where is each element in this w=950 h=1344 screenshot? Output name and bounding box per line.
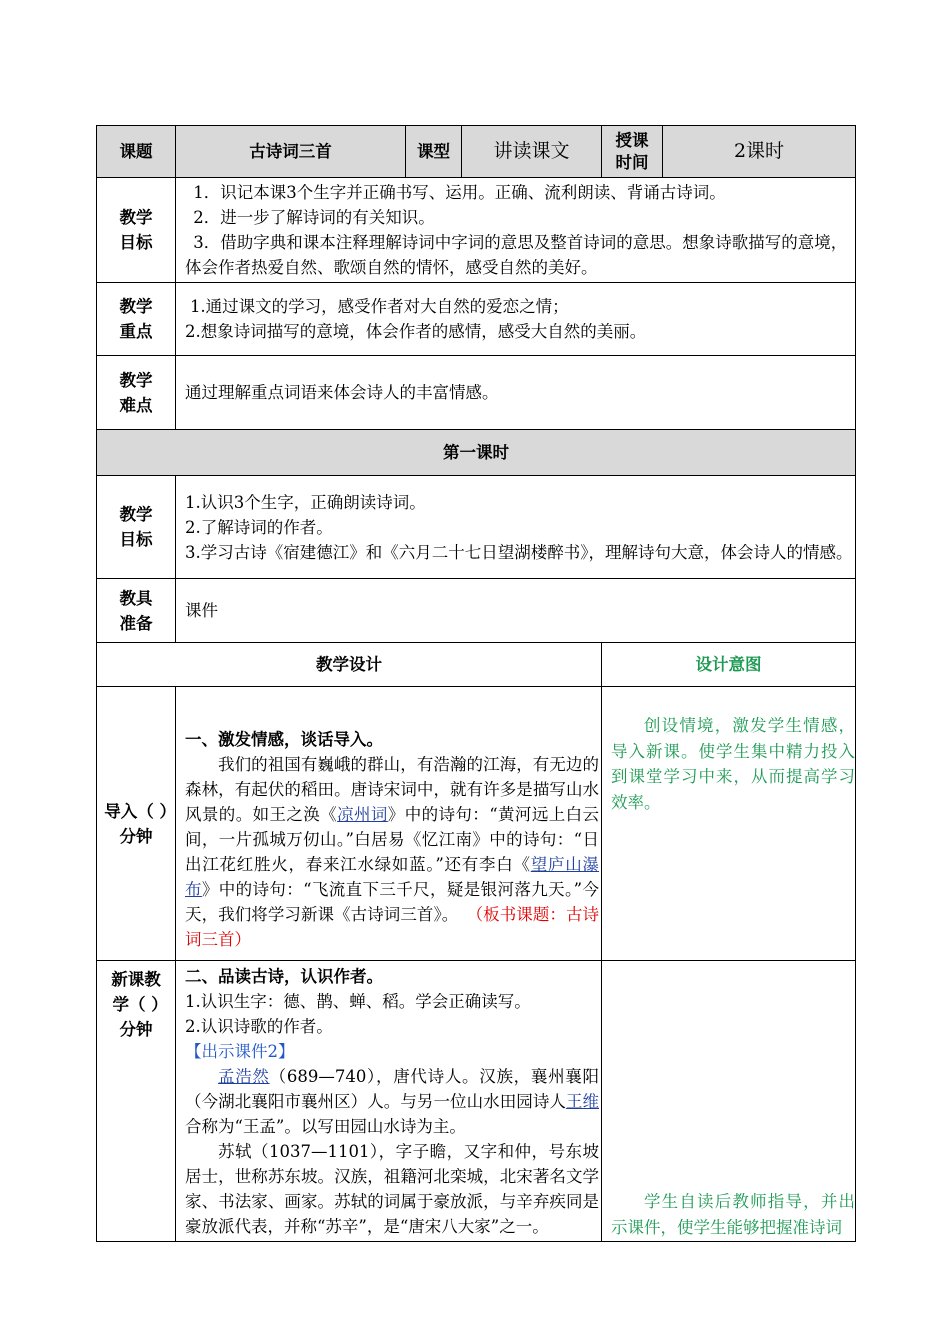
difficulty-row	[97, 356, 856, 430]
difficulty-text: 通过理解重点词语来体会诗人的丰富情感。	[176, 356, 856, 430]
wanglushan-link[interactable]: 望庐山瀑布	[185, 855, 600, 899]
key-points-row	[97, 283, 856, 356]
lesson1-goals: 1.认识3个生字，正确朗读诗词。 2.了解诗词的作者。 3.学习古诗《宿建德江》和《六月二十七日望湖楼醉书》，理解诗句大意，体会诗人的情感。	[176, 476, 856, 579]
difficulty-label: 教学难点	[97, 356, 176, 430]
tools-label: 教具准备	[97, 579, 176, 643]
intro-content	[176, 687, 602, 961]
overall-goals-label: 教学目标	[97, 178, 176, 283]
menghaoran-paragraph: 孟浩然（689—740），唐代诗人。汉族，襄州襄阳（今湖北襄阳市襄州区）人。与另一位山水田园诗人王维合称为“王孟”。以写田园山水诗为主。	[185, 1067, 599, 1136]
newlesson-label: 新课教学（ ）分钟	[97, 961, 176, 1242]
wangwei-link[interactable]: 王维	[565, 1092, 599, 1111]
topic-label: 课题	[97, 126, 176, 178]
newlesson-intent: 学生自读后教师指导，并出示课件，使学生能够把握准诗词	[602, 961, 856, 1242]
intro-intent: 创设情境，激发学生情感，导入新课。使学生集中精力投入到课堂学习中来，从而提高学习效率。	[602, 687, 856, 961]
lesson1-title: 第一课时	[97, 430, 856, 476]
intro-heading: 一、激发情感，谈话导入。	[185, 730, 383, 749]
lesson1-title-row	[97, 430, 856, 476]
header-row	[97, 126, 856, 178]
topic-value: 古诗词三首	[176, 126, 406, 178]
courseware-tag: 【出示课件2】	[185, 1042, 295, 1061]
time-label: 授课时间	[602, 126, 663, 178]
key-points-label: 教学重点	[97, 283, 176, 356]
tools-text: 课件	[176, 579, 856, 643]
board-note: （板书课题：古诗词三首）	[185, 905, 599, 949]
sushi-paragraph: 苏轼（1037—1101），字子瞻，又字和仲，号东坡居士，世称苏东坡。汉族，祖籍河北栾城，北宋著名文学家、书法家、画家。苏轼的词属于豪放派，与辛弃疾同是豪放派代表，并称“苏辛”，是“唐宋八大家”之一。	[185, 1142, 599, 1236]
intro-label: 导入（ ）分钟	[97, 687, 176, 961]
tools-row	[97, 579, 856, 643]
design-header-row	[97, 643, 856, 687]
intent-header: 设计意图	[602, 643, 856, 687]
lesson1-goals-row	[97, 476, 856, 579]
overall-goals: 1．识记本课3个生字并正确书写、运用。正确、流利朗读、背诵古诗词。 2．进一步了解诗词的有关知识。 3．借助字典和课本注释理解诗词中字词的意思及整首诗词的意思。想象诗歌描写的意境，体会作者热爱自然、歌颂自然的情怀，感受自然的美好。	[176, 178, 856, 283]
intro-row	[97, 687, 856, 961]
newlesson-heading: 二、品读古诗，认识作者。	[185, 967, 383, 986]
lesson-plan-table	[96, 125, 856, 1242]
menghaoran-link[interactable]: 孟浩然	[218, 1067, 270, 1086]
design-header: 教学设计	[97, 643, 602, 687]
liangzhouci-link[interactable]: 凉州词	[337, 805, 388, 824]
lesson1-goals-label: 教学目标	[97, 476, 176, 579]
overall-goals-row	[97, 178, 856, 283]
key-points: 1.通过课文的学习，感受作者对大自然的爱恋之情； 2.想象诗词描写的意境，体会作者的感情，感受大自然的美丽。	[176, 283, 856, 356]
newlesson-row	[97, 961, 856, 1242]
hours-value: 2课时	[663, 126, 856, 178]
type-label: 课型	[406, 126, 462, 178]
newlesson-content: 二、品读古诗，认识作者。 1.认识生字：德、鹊、蝉、稻。学会正确读写。 2.认识诗歌的作者。 【出示课件2】 孟浩然（689—740），唐代诗人。汉族，襄州襄阳（今湖北襄阳市襄州区）人。与另一位山水田园诗人王维合称为“王孟”。以写田园山水诗为主。 苏轼（1037—1101），字子瞻，又字和仲，号东坡居士，世称苏东坡。汉族，祖籍河北栾城，北宋著名文学家、书法家、画家。苏轼的词属于豪放派，与辛弃疾同是豪放派代表，并称“苏辛”，是“唐宋八大家”之一。	[176, 961, 602, 1242]
type-value: 讲读课文	[462, 126, 602, 178]
intro-paragraph: 我们的祖国有巍峨的群山，有浩瀚的江海，有无边的森林，有起伏的稻田。唐诗宋词中，就有许多是描写山水风景的。如王之涣《凉州词》中的诗句：“黄河远上白云间，一片孤城万仞山。”白居易《忆江南》中的诗句：“日出江花红胜火，春来江水绿如蓝。”还有李白《望庐山瀑布》中的诗句：“飞流直下三千尺，疑是银河落九天。”今天，我们将学习新课《古诗词三首》。 （板书课题：古诗词三首）	[185, 755, 600, 949]
